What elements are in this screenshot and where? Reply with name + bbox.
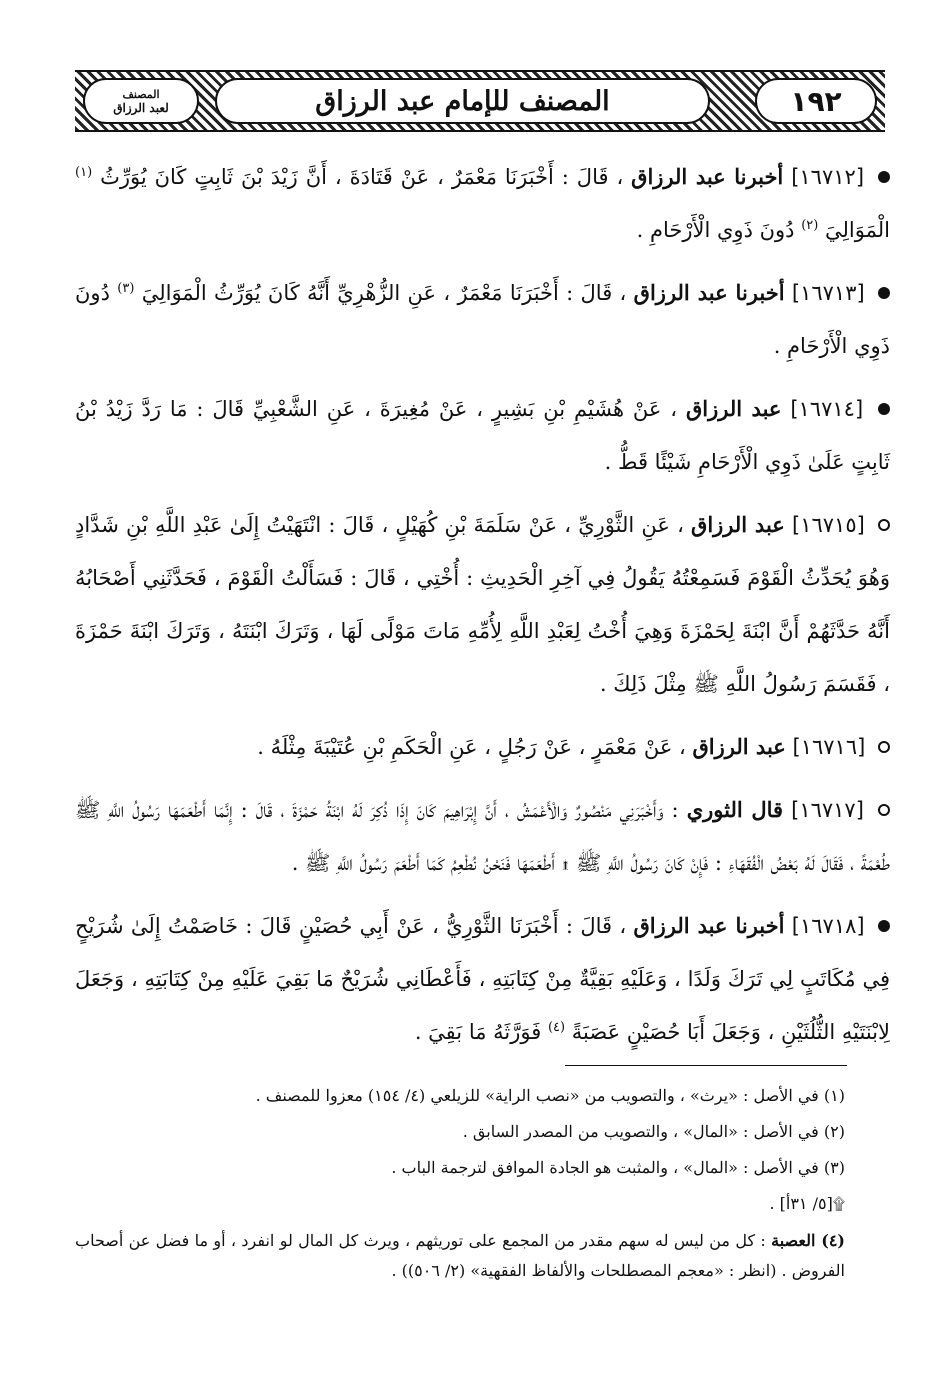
page-header <box>75 70 885 132</box>
hadith-number: [١٦٧١٥] <box>792 513 865 537</box>
footnote: (٣) في الأصل : «المال» ، والمثبت هو الجادة الموافق لترجمة الباب . <box>391 1158 845 1177</box>
header-title-frame <box>215 78 710 124</box>
footnote-ref[interactable]: (٤) <box>547 1020 566 1035</box>
footnote: (٢) في الأصل : «المال» ، والتصويب من المصدر السابق . <box>462 1122 845 1141</box>
footnote-text: : كل من ليس له سهم مقدر من المجمع على توريثهم ، ويرث كل المال لو انفرد ، أو ما فضل عن أصحاب الفروض . (انظر : «معجم المصطلحات والألفاظ الفقهية» (٢/ ٥٠٦)) . <box>75 1231 845 1280</box>
footnote-divider <box>565 1065 847 1066</box>
filled-bullet-icon <box>878 920 890 932</box>
hollow-bullet-icon <box>878 519 890 531</box>
hadith-number: [١٦٧١٣] <box>791 281 865 305</box>
hadith-entry <box>75 783 890 890</box>
hadith-lead: عبد الرزاق <box>692 734 786 759</box>
hadith-lead: عبد الرزاق <box>691 512 785 537</box>
hadith-number: [١٦٧١٨] <box>791 914 865 938</box>
hadith-text: دُونَ ذَوِي الْأَرْحَامِ . <box>636 218 795 242</box>
seal-line-1: المصنف <box>122 87 160 101</box>
hadith-number: [١٦٧١٧] <box>791 798 864 822</box>
hollow-bullet-icon <box>878 804 890 816</box>
footnote-term: (٤) العصبة <box>771 1231 845 1250</box>
hadith-entry <box>75 498 890 711</box>
filled-bullet-icon <box>878 403 890 415</box>
hadith-number: [١٦٧١٢] <box>791 165 865 189</box>
footnote <box>75 1226 845 1286</box>
hollow-bullet-icon <box>878 741 890 753</box>
footnote-ref[interactable]: (١) <box>75 165 93 180</box>
hadith-text: : وَأَخْبَرَنِي مَنْصُورٌ وَالْأَعْمَشُ ، أَنَّ إِبْرَاهِيمَ كَانَ إِذَا ذُكِرَ لَهُ ابْنَةُ حَمْزَةَ ، قَالَ : إِنَّمَا أَطْعَمَهَا رَسُولُ اللَّهِ ﷺ طُعْمَةً ، فَقَالَ لَهُ بَعْضُ الْفُقَهَاءِ : فَإِنْ كَانَ رَسُولُ اللَّهِ ﷺ ۩ أَطْعَمَهَا فَنَحْنُ نُطْعِمُ كَمَا أَطْعَمَ رَسُولُ اللَّهِ ﷺ . <box>75 798 890 875</box>
hadith-text: دُونَ ذَوِي الْأَرْحَامِ . <box>75 281 890 358</box>
hadith-entry <box>75 899 890 1059</box>
hadith-list <box>75 150 890 1068</box>
hadith-text: ، عَنْ هُشَيْمِ بْنِ بَشِيرٍ ، عَنْ مُغِيرَةَ ، عَنِ الشَّعْبِيِّ قَالَ : مَا رَدَّ زَيْدُ بْنُ ثَابِتٍ عَلَىٰ ذَوِي الْأَرْحَامِ شَيْئًا قَطُّ . <box>75 397 890 474</box>
footnote-ref[interactable]: (٣) <box>117 281 135 296</box>
filled-bullet-icon <box>878 287 890 299</box>
hadith-text: ، عَنْ مَعْمَرٍ ، عَنْ رَجُلٍ ، عَنِ الْحَكَمِ بْنِ عُتَيْبَةَ مِثْلَهُ . <box>257 735 686 759</box>
hadith-lead: قال الثوري <box>686 797 784 822</box>
hadith-entry <box>75 266 890 373</box>
footnotes <box>75 1078 845 1286</box>
seal-line-2: لعبد الرزاق <box>113 100 169 115</box>
book-title: المصنف للإمام عبد الرزاق <box>315 85 610 117</box>
hadith-entry <box>75 720 890 774</box>
hadith-text: ، عَنِ الثَّوْرِيِّ ، عَنْ سَلَمَةَ بْنِ كُهَيْلٍ ، قَالَ : انْتَهَيْتُ إِلَىٰ عَبْدِ اللَّهِ بْنِ شَدَّادٍ وَهُوَ يُحَدِّثُ الْقَوْمَ فَسَمِعْتُهُ يَقُولُ فِي آخِرِ الْحَدِيثِ : أُخْتِي ، قَالَ : فَسَأَلْتُ الْقَوْمَ ، فَحَدَّثَنِي أَصْحَابُهُ أَنَّهُ حَدَّثَهُمْ أَنَّ ابْنَةَ لِحَمْزَةَ وَهِيَ أُخْتُ لِعَبْدِ اللَّهِ لِأُمِّهِ مَاتَ مَوْلًى لَهَا ، وَتَرَكَ ابْنَتَهُ ، وَتَرَكَ ابْنَةَ حَمْزَةَ ، فَقَسَمَ رَسُولُ اللَّهِ ﷺ مِثْلَ ذَلِكَ . <box>75 513 890 696</box>
manuscript-page-ref: ۩[٥/ ٣١أ] . <box>769 1194 845 1213</box>
book-seal <box>83 78 199 124</box>
page-number: ١٩٢ <box>790 84 842 118</box>
hadith-number: [١٦٧١٤] <box>790 397 864 421</box>
hadith-text: الْمَوَالِيَ <box>825 218 890 242</box>
hadith-number: [١٦٧١٦] <box>792 735 866 759</box>
hadith-lead: أخبرنا عبد الرزاق <box>633 913 785 938</box>
hadith-entry <box>75 150 890 257</box>
hadith-lead: عبد الرزاق <box>685 396 782 421</box>
hadith-text: ، قَالَ : أَخْبَرَنَا مَعْمَرٌ ، عَنْ قَتَادَةَ ، أَنَّ زَيْدَ بْنَ ثَابِتٍ كَانَ يُوَرِّثُ <box>100 165 624 189</box>
footnote: (١) في الأصل : «يرث» ، والتصويب من «نصب الراية» للزيلعي (٤/ ١٥٤) معزوا للمصنف . <box>255 1086 845 1105</box>
footnote-ref[interactable]: (٢) <box>801 218 819 233</box>
filled-bullet-icon <box>878 171 890 183</box>
hadith-text: ، قَالَ : أَخْبَرَنَا الثَّوْرِيُّ ، عَنْ أَبِي حُصَيْنٍ قَالَ : خَاصَمْتُ إِلَىٰ شُرَيْحٍ فِي مُكَاتَبٍ لِي تَرَكَ وَلَدًا ، وَعَلَيْهِ بَقِيَّةٌ مِنْ كِتَابَتِهِ ، فَأَعْطَانِي شُرَيْحٌ مَا بَقِيَ عَلَيْهِ مِنْ كِتَابَتِهِ ، وَجَعَلَ لِابْنَتَيْهِ الثُّلُثَيْنِ ، وَجَعَلَ أَبَا حُصَيْنٍ عَصَبَةً <box>75 914 890 1044</box>
hadith-lead: أخبرنا عبد الرزاق <box>633 280 785 305</box>
hadith-text: ، قَالَ : أَخْبَرَنَا مَعْمَرٌ ، عَنِ الزُّهْرِيِّ أَنَّهُ كَانَ يُوَرِّثُ الْمَوَالِيَ <box>141 281 627 305</box>
page-number-frame <box>755 78 877 124</box>
hadith-text: فَوَرَّثَهُ مَا بَقِيَ . <box>414 1020 542 1044</box>
hadith-entry <box>75 382 890 489</box>
hadith-lead: أخبرنا عبد الرزاق <box>631 164 784 189</box>
